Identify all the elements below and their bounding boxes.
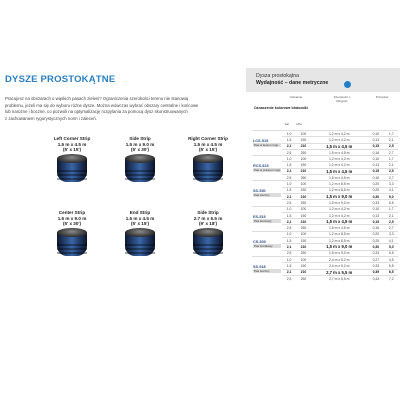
nozzle-side-strip-large xyxy=(176,210,240,260)
col-bar: bar xyxy=(284,122,290,126)
table-cell: 1,2 m x 8,5 m xyxy=(311,181,367,187)
table-cell: 1,5 xyxy=(282,162,295,168)
model-cell xyxy=(252,256,282,281)
intro-line: problemu, jeżeli ma się do wyboru różne dysze. Można wówczas wybrać obszary centralne i końcowe xyxy=(5,102,199,108)
table-cell: 210 xyxy=(296,143,311,149)
table-cell: 100 xyxy=(296,181,311,187)
table-cell: 2,4 m x 5,2 m xyxy=(311,256,367,262)
model-cell xyxy=(252,231,282,256)
model-code: SS-530 xyxy=(253,189,266,194)
col-pressure: Ciśnienie xyxy=(289,95,303,99)
table-cell: 150 xyxy=(296,162,311,168)
table-cell: 1,2 m x 8,5 m xyxy=(311,231,367,237)
table-cell: 0,33 xyxy=(367,263,384,269)
table-cell: 3,3 xyxy=(385,231,398,237)
table-cell: 2,1 xyxy=(282,168,295,174)
table-cell: 2,5 xyxy=(282,275,295,281)
table-cell: 1,5 xyxy=(282,263,295,269)
table-cell: 4,1 xyxy=(385,238,398,244)
table-cell: 2,1 xyxy=(282,143,295,149)
table-cell: 2,4 m x 5,2 m xyxy=(311,263,367,269)
model-desc: Pas w prawym rogu xyxy=(254,168,281,173)
table-cell: 1,5 xyxy=(282,137,295,143)
table-cell: 2,5 xyxy=(282,225,295,231)
page-title: DYSZE PROSTOKĄTNE xyxy=(5,74,116,85)
table-cell: 1,7 xyxy=(385,156,398,162)
table-cell: 1,5 m x 4,5 m xyxy=(311,168,367,174)
col-flow: Przepływ xyxy=(375,95,389,99)
table-cell: 6,5 xyxy=(385,269,398,275)
col-kpa: kPa xyxy=(296,122,302,126)
model-cell xyxy=(252,206,282,231)
table-cell: 0,39 xyxy=(367,269,384,275)
table-cell: 0,16 xyxy=(367,149,384,155)
nozzle-dim-ft: (5' x 15') xyxy=(130,221,150,226)
table-cell: 100 xyxy=(296,206,311,212)
table-cell: 1,0 xyxy=(282,231,295,237)
nozzle-name: Right Corner Strip xyxy=(188,136,228,141)
table-cell: 250 xyxy=(296,175,311,181)
table-cell: 1,2 m x 4,2 m xyxy=(311,156,367,162)
table-cell: 1,2 m x 4,2 m xyxy=(311,131,367,137)
model-code: CS-530 xyxy=(253,239,266,244)
nozzle-gallery xyxy=(40,136,240,288)
table-cell: 250 xyxy=(296,200,311,206)
table-cell: 100 xyxy=(296,131,311,137)
nozzle-dim-ft: (5' x 15') xyxy=(198,147,218,152)
table-cell: 1,0 xyxy=(282,131,295,137)
nozzle-dim-ft: (9' x 18') xyxy=(198,221,218,226)
nozzle-right-corner-strip xyxy=(176,136,240,186)
model-code: SS-918 xyxy=(253,265,266,270)
table-cell: 2,5 xyxy=(385,168,398,174)
nozzle-end-strip xyxy=(108,210,172,260)
table-cell: 1,5 xyxy=(282,187,295,193)
panel-title: Dysza prostokątna xyxy=(256,73,299,79)
model-code: RCS-515 xyxy=(253,164,269,169)
table-cell: 1,7 xyxy=(385,131,398,137)
nozzle-dim-ft: (5' x 15') xyxy=(62,147,82,152)
table-cell: 5,0 xyxy=(385,193,398,199)
model-cell xyxy=(252,156,282,181)
table-cell: 2,1 xyxy=(282,193,295,199)
nozzle-image xyxy=(188,228,228,260)
nozzle-dim: 1.5 m x 4.5 m xyxy=(125,215,155,221)
nozzle-dim: 2.7 m x 5.5 m xyxy=(193,215,223,221)
table-cell: 1,5 m x 9,0 m xyxy=(311,244,367,250)
nozzle-dim-ft: (5' x 30') xyxy=(62,221,82,226)
table-cell: 250 xyxy=(296,275,311,281)
table-cell: 0,25 xyxy=(367,187,384,193)
table-cell: 1,2 m x 4,2 m xyxy=(311,212,367,218)
performance-table xyxy=(252,130,398,282)
table-cell: 1,5 m x 9,0 m xyxy=(311,250,367,256)
metric-dot-icon xyxy=(344,81,351,88)
table-cell: 150 xyxy=(296,238,311,244)
panel-header xyxy=(246,68,400,92)
nozzle-dim: 1.5 m x 9.0 m xyxy=(57,215,87,221)
table-cell: 1,5 m x 9,0 m xyxy=(311,193,367,199)
nozzle-name: Side Strip xyxy=(197,210,219,215)
table-cell: 100 xyxy=(296,256,311,262)
table-cell: 0,16 xyxy=(367,175,384,181)
col-size: Szerokość x Długość xyxy=(333,95,351,103)
table-cell: 2,1 xyxy=(282,244,295,250)
table-cell: 2,5 xyxy=(282,149,295,155)
nozzle-center-strip xyxy=(40,210,104,260)
intro-line: lub narożne i boczne, co pozwoli na optymalizację rozpylania za pomocą dysz skonstruowanych xyxy=(5,109,188,115)
table-cell: 0,30 xyxy=(367,193,384,199)
table-cell: 2,1 xyxy=(385,137,398,143)
table-cell: 1,2 m x 8,5 m xyxy=(311,187,367,193)
table-cell: 150 xyxy=(296,263,311,269)
table-cell: 0,13 xyxy=(367,212,384,218)
table-cell: 0,20 xyxy=(367,181,384,187)
table-cell: 2,5 xyxy=(282,175,295,181)
table-cell: 5,5 xyxy=(385,250,398,256)
table-cell: 0,15 xyxy=(367,143,384,149)
table-cell: 2,7 m x 5,5 m xyxy=(311,275,367,281)
nozzle-dim: 1.5 m x 9.0 m xyxy=(125,141,155,147)
table-cell: 0,43 xyxy=(367,275,384,281)
table-cell: 2,1 xyxy=(385,212,398,218)
table-cell: 7,2 xyxy=(385,275,398,281)
table-cell: 250 xyxy=(296,225,311,231)
nozzle-name: Side Strip xyxy=(129,136,151,141)
table-cell: 0,10 xyxy=(367,206,384,212)
table-cell: 2,5 xyxy=(282,250,295,256)
table-cell: 1,7 xyxy=(385,206,398,212)
table-cell: 0,33 xyxy=(367,250,384,256)
nozzle-name: Center Strip xyxy=(58,210,86,215)
table-cell: 210 xyxy=(296,168,311,174)
table-cell: 5,0 xyxy=(385,244,398,250)
table-cell: 1,0 xyxy=(282,256,295,262)
table-cell: 4,1 xyxy=(385,187,398,193)
table-cell: 2,7 xyxy=(385,225,398,231)
table-cell: 0,25 xyxy=(367,238,384,244)
nozzle-dim: 1.5 m x 4.5 m xyxy=(193,141,223,147)
nozzle-side-strip xyxy=(108,136,172,186)
table-cell: 210 xyxy=(296,269,311,275)
nozzle-dim: 1.5 m x 4.5 m xyxy=(57,141,87,147)
model-desc: Pas w lewym rogu xyxy=(253,143,281,147)
table-cell: 1,5 m x 4,5 m xyxy=(311,219,367,225)
table-cell: 2,5 xyxy=(385,219,398,225)
table-cell: 0,33 xyxy=(367,200,384,206)
table-cell: 0,10 xyxy=(367,156,384,162)
nozzle-image xyxy=(52,154,92,186)
table-cell: 1,5 xyxy=(282,238,295,244)
table-cell: 1,0 xyxy=(282,156,295,162)
table-cell: 3,3 xyxy=(385,181,398,187)
table-cell: 150 xyxy=(296,212,311,218)
table-cell: 1,5 m x 4,5 m xyxy=(311,149,367,155)
model-desc: Pas końcowy xyxy=(253,219,281,223)
table-cell: 150 xyxy=(296,187,311,193)
table-cell: 2,5 xyxy=(385,143,398,149)
table-cell: 0,13 xyxy=(367,162,384,168)
nozzle-image xyxy=(120,228,160,260)
model-desc: Pas boczny xyxy=(253,193,281,197)
table-cell: 2,5 xyxy=(282,200,295,206)
model-code: ES-515 xyxy=(253,214,266,219)
table-cell: 0,30 xyxy=(367,244,384,250)
table-cell: 1,5 xyxy=(282,212,295,218)
table-cell: 5,5 xyxy=(385,200,398,206)
table-cell: 100 xyxy=(296,231,311,237)
legend-label: Oznaczenie kolorowe bhdoodki xyxy=(254,106,308,110)
table-cell: 2,7 m x 5,5 m xyxy=(311,269,367,275)
table-cell: 0,10 xyxy=(367,131,384,137)
table-cell: 1,5 m x 4,5 m xyxy=(311,143,367,149)
intro-text xyxy=(5,96,237,122)
table-cell: 2,7 xyxy=(385,175,398,181)
table-cell: 210 xyxy=(296,219,311,225)
intro-line: Pracujesz na obszarach o wąskich pasach zieleni? Ograniczenia szerokości terenu nie stanowią xyxy=(5,96,189,101)
table-cell: 1,2 m x 4,2 m xyxy=(311,206,367,212)
table-cell: 1,2 m x 8,5 m xyxy=(311,238,367,244)
nozzle-left-corner-strip xyxy=(40,136,104,186)
table-cell: 0,27 xyxy=(367,256,384,262)
table-cell: 1,0 xyxy=(282,206,295,212)
model-cell xyxy=(252,131,282,156)
table-cell: 210 xyxy=(296,244,311,250)
nozzle-name: Left Corner Strip xyxy=(53,136,91,141)
table-cell: 0,15 xyxy=(367,168,384,174)
model-desc: Pas boczny xyxy=(253,269,281,273)
table-cell: 2,1 xyxy=(282,269,295,275)
table-cell: 0,13 xyxy=(367,137,384,143)
table-cell: 100 xyxy=(296,156,311,162)
table-cell: 210 xyxy=(296,193,311,199)
table-cell: 5,5 xyxy=(385,263,398,269)
table-cell: 1,2 m x 4,2 m xyxy=(311,137,367,143)
table-cell: 1,5 m x 4,5 m xyxy=(311,225,367,231)
table-cell: 1,5 m x 9,0 m xyxy=(311,200,367,206)
table-cell: 2,1 xyxy=(385,162,398,168)
nozzle-image xyxy=(188,154,228,186)
table-cell: 1,2 m x 4,2 m xyxy=(311,162,367,168)
nozzle-image xyxy=(52,228,92,260)
panel-subtitle: Wydajność – dane metryczne xyxy=(256,80,329,86)
table-cell: 0,15 xyxy=(367,219,384,225)
table-cell: 250 xyxy=(296,250,311,256)
model-cell xyxy=(252,181,282,206)
table-cell: 0,16 xyxy=(367,225,384,231)
table-cell: 2,1 xyxy=(282,219,295,225)
performance-panel xyxy=(246,68,400,328)
table-cell: 2,7 xyxy=(385,149,398,155)
nozzle-image xyxy=(120,154,160,186)
table-cell: 4,5 xyxy=(385,256,398,262)
model-desc: Pas środkowy xyxy=(253,244,281,248)
table-cell: 1,5 m x 4,5 m xyxy=(311,175,367,181)
nozzle-dim-ft: (5' x 30') xyxy=(130,147,150,152)
table-cell: 250 xyxy=(296,149,311,155)
table-cell: 1,0 xyxy=(282,181,295,187)
nozzle-name: End Strip xyxy=(129,210,151,215)
intro-line: z zachowaniem rygorystycznych norm i zaleceń. xyxy=(5,115,97,121)
table-cell: 0,20 xyxy=(367,231,384,237)
model-code: LCS-515 xyxy=(253,139,269,144)
table-cell: 150 xyxy=(296,137,311,143)
